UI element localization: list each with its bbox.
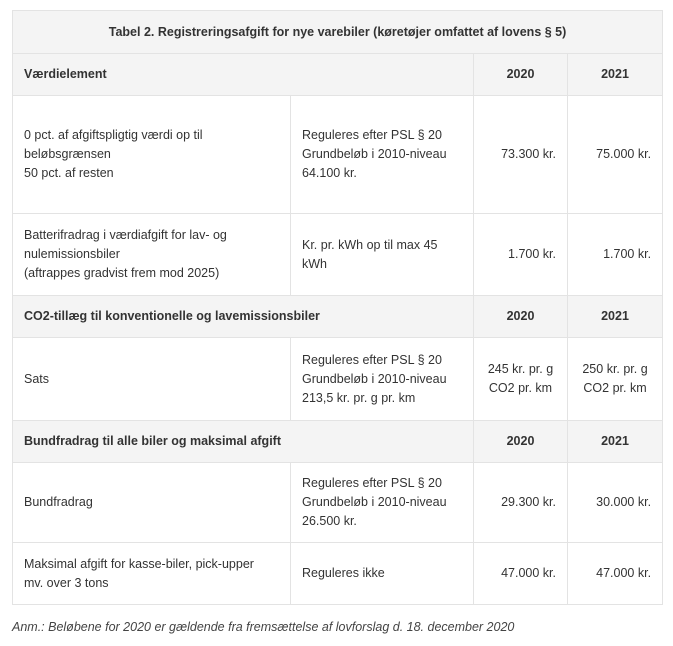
value-2020 [474,338,568,421]
row-rule-line: 64.100 kr. [302,166,357,180]
table-row [13,338,663,421]
row-rule [291,338,474,421]
table-row [13,463,663,543]
row-label-line: mv. over 3 tons [24,575,109,590]
value-2021 [568,338,663,421]
row-label-line: Bundfradrag [24,495,93,509]
value-2021: 1.700 kr. [568,214,663,296]
row-rule-line: Kr. pr. kWh op til max 45 [302,237,438,252]
row-label [13,543,291,605]
row-rule [291,96,474,214]
value-2021: 47.000 kr. [568,543,663,605]
row-rule-line: 213,5 kr. pr. g pr. km [302,390,416,405]
value-2020: 73.300 kr. [474,96,568,214]
row-label-line: Maksimal afgift for kasse-biler, pick-upper [24,556,254,571]
row-rule-line: Reguleres efter PSL § 20 [302,128,442,142]
table-caption-row [13,11,663,54]
row-rule [291,543,474,605]
value-2020: 1.700 kr. [474,214,568,296]
row-label-line: 50 pct. af resten [24,166,114,180]
section-header-row [13,54,663,96]
year-header: 2020 [474,296,568,338]
table-row [13,543,663,605]
year-header: 2021 [568,54,663,96]
row-rule [291,214,474,296]
row-rule-line: Grundbeløb i 2010-niveau [302,147,447,161]
row-label-line: 0 pct. af afgiftspligtig værdi op til [24,128,203,142]
row-rule-line: kWh [302,256,327,271]
section-heading: Værdielement [13,54,474,96]
row-rule-line: Reguleres efter PSL § 20 [302,476,442,490]
row-label-line: (aftrappes gradvist frem mod 2025) [24,266,220,280]
row-label [13,338,291,421]
value-line: CO2 pr. km [488,381,553,395]
row-label [13,96,291,214]
value-2021: 30.000 kr. [568,463,663,543]
row-rule-line: 26.500 kr. [302,514,357,528]
section-heading: Bundfradrag til alle biler og maksimal afgift [13,421,474,463]
value-line: CO2 pr. km [583,381,647,395]
row-label-line: nulemissionsbiler [24,247,120,261]
table-title: Tabel 2. Registreringsafgift for nye varebiler (køretøjer omfattet af lovens § 5) [13,11,663,54]
row-label [13,214,291,296]
table-footnote: Anm.: Beløbene for 2020 er gældende fra fremsættelse af lovforslag d. 18. december 2020 [12,620,515,634]
year-header: 2021 [568,421,663,463]
value-line: 245 kr. pr. g [487,362,554,376]
value-2020: 29.300 kr. [474,463,568,543]
row-label-line: Sats [24,371,50,386]
row-label-line: Batterifradrag i værdiafgift for lav- og [24,228,227,242]
section-heading: CO2-tillæg til konventionelle og lavemissionsbiler [13,296,474,338]
registration-tax-table [12,10,663,605]
row-rule-line: Reguleres efter PSL § 20 [302,352,442,367]
year-header: 2021 [568,296,663,338]
value-2021: 75.000 kr. [568,96,663,214]
row-rule-line: Grundbeløb i 2010-niveau [302,495,447,509]
section-header-row [13,296,663,338]
row-rule-line: Grundbeløb i 2010-niveau [302,371,447,386]
table-row [13,96,663,214]
year-header: 2020 [474,421,568,463]
section-header-row [13,421,663,463]
row-label-line: beløbsgrænsen [24,147,111,161]
row-label [13,463,291,543]
value-2020: 47.000 kr. [474,543,568,605]
year-header: 2020 [474,54,568,96]
row-rule-line: Reguleres ikke [302,566,385,580]
value-line: 250 kr. pr. g [582,362,648,376]
table-row [13,214,663,296]
row-rule [291,463,474,543]
